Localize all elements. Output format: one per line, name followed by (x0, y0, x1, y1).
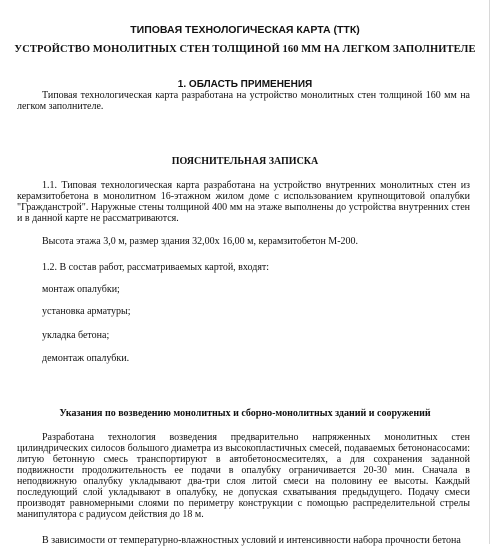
work-list-item: установка арматуры; (42, 306, 131, 317)
work-list-item: укладка бетона; (42, 330, 110, 341)
section-heading-explanatory-note: ПОЯСНИТЕЛЬНАЯ ЗАПИСКА (171, 156, 319, 167)
section-heading-guidelines: Указания по возведению монолитных и сборно-монолитных зданий и сооружений (59, 408, 431, 419)
section-heading-scope: 1. ОБЛАСТЬ ПРИМЕНЕНИЯ (177, 79, 313, 90)
explanatory-paragraph-2: Высота этажа 3,0 м, размер здания 32,00х 16,00 м, керамзитобетон М-200. (42, 236, 359, 247)
explanatory-paragraph-1: 1.1. Типовая технологическая карта разработана на устройство внутренних монолитных стен из керамзитобетона в монолитном 16-этажном жилом доме с использованием крупнощитовой опалубки "Гражданстрой". Наружные стены толщиной 400 мм на этаже выполнены до устройства внутренних стен и в данной карте не рассматриваются. (17, 180, 470, 224)
document-title: ТИПОВАЯ ТЕХНОЛОГИЧЕСКАЯ КАРТА (ТТК) (130, 24, 360, 36)
document-subtitle: УСТРОЙСТВО МОНОЛИТНЫХ СТЕН ТОЛЩИНОЙ 160 ММ НА ЛЕГКОМ ЗАПОЛНИТЕЛЕ (14, 44, 476, 55)
guidelines-paragraph-1: Разработана технология возведения предварительно напряженных монолитных стен цилиндрических силосов большого диаметра из высокопластичных смесей, подаваемых бетононасосами: литую бетонную смесь транспортируют в автобетоносмесителях, а для сохранения заданной подвижности продолжительность ее подачи в опалубку ограничивается 20-30 мин. Сначала в неподвижную опалубку укладывают два-три слоя литой смеси на половину ее высоты. Каждый последующий слой укладывают в опалубку, не допуская схватывания предыдущего. Подачу смеси производят равномерными слоями по периметру конструкции с помощью распределительной стрелы манипулятора с радиусом действия до 18 м. (17, 432, 470, 520)
work-list-item: демонтаж опалубки. (42, 353, 130, 364)
guidelines-paragraph-2: В зависимости от температурно-влажностных условий и интенсивности набора прочности бетона (42, 535, 461, 546)
explanatory-paragraph-3: 1.2. В состав работ, рассматриваемых картой, входят: (42, 262, 270, 273)
work-list-item: монтаж опалубки; (42, 284, 120, 295)
scope-paragraph: Типовая технологическая карта разработана на устройство монолитных стен толщиной 160 мм на легком заполнителе. (17, 90, 470, 112)
